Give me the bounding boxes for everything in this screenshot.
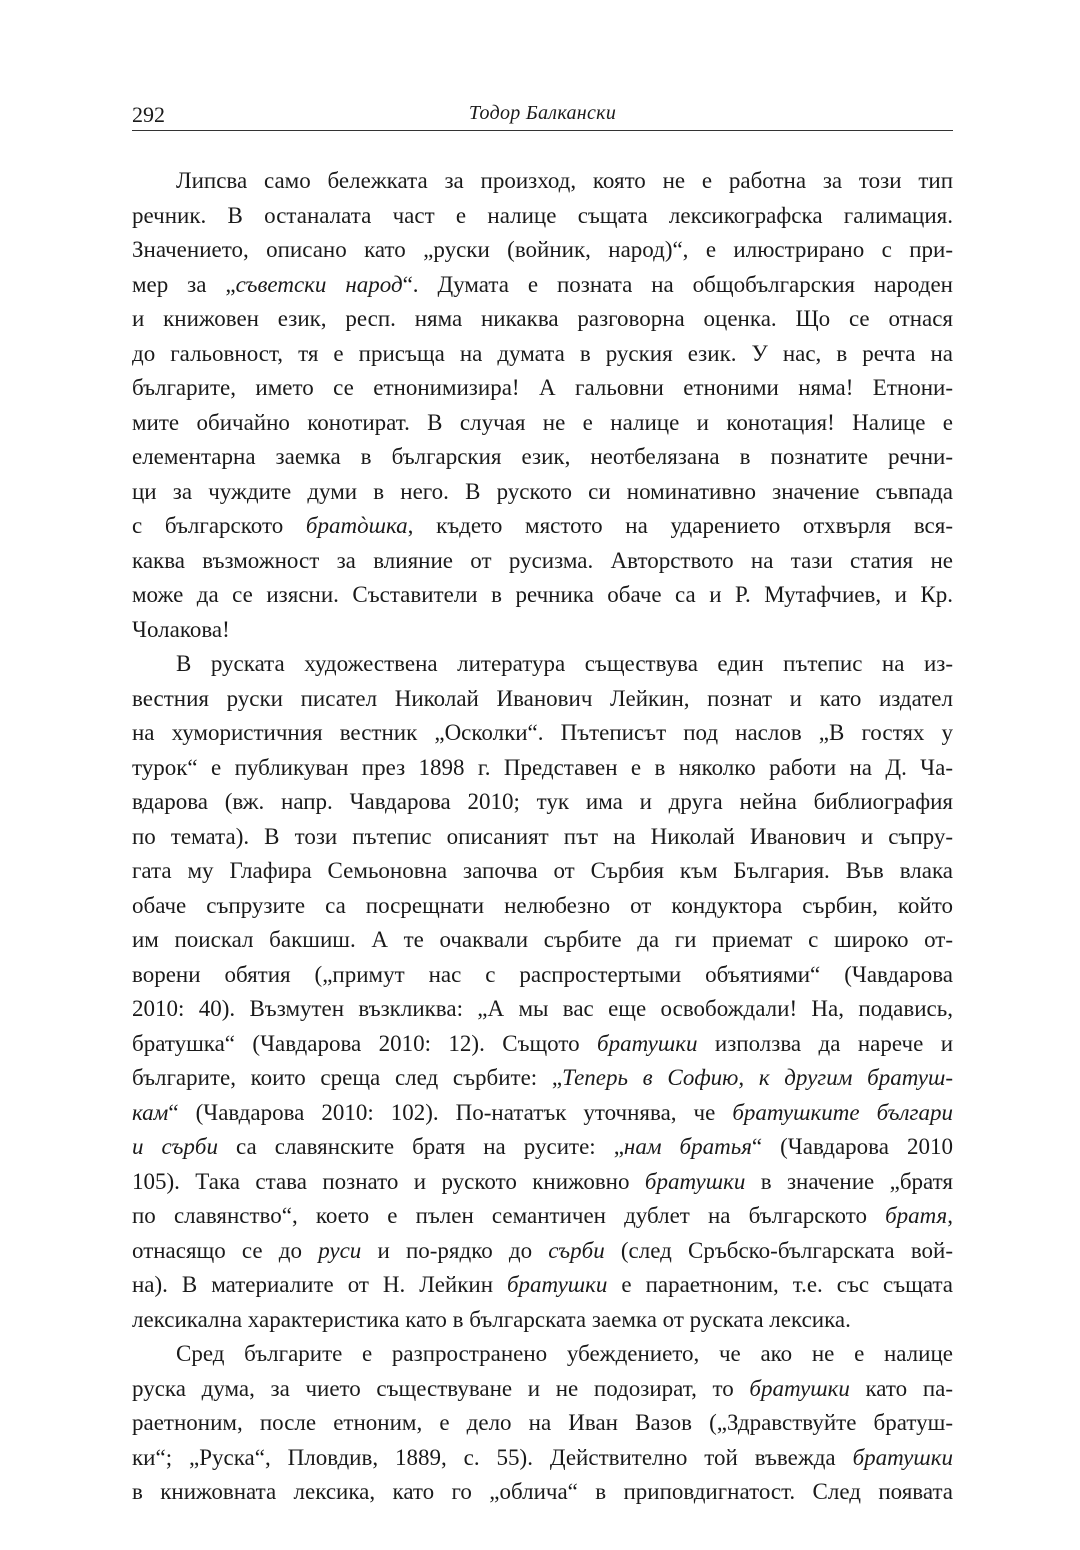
text-run: раетноним, после етноним, е дело на Иван Вазов („Здравствуйте братуш- bbox=[132, 1410, 953, 1435]
text-line bbox=[132, 164, 953, 199]
italic-text: братушки bbox=[852, 1444, 953, 1470]
text-line bbox=[132, 820, 953, 855]
text-line bbox=[132, 233, 953, 268]
italic-text: братòшка bbox=[305, 513, 408, 538]
text-run: мите обичайно конотират. В случая не е налице и конотация! Налице е bbox=[132, 409, 953, 435]
text-run: ки“; „Руска“, Пловдив, 1889, с. 55). Действително той въвежда bbox=[132, 1444, 853, 1470]
italic-text: Теперь в Софию, к другим братуш- bbox=[562, 1065, 953, 1090]
italic-text: братушки bbox=[749, 1375, 850, 1401]
text-run: вестния руски писател Николай Иванович Лейкин, познат и като издател bbox=[132, 685, 953, 711]
text-run: руска дума, за чието съществуване и не подозират, то bbox=[132, 1375, 750, 1401]
italic-text: братушки bbox=[597, 1030, 698, 1056]
text-line bbox=[132, 406, 953, 441]
text-line bbox=[132, 199, 953, 234]
text-run: може да се изясни. Съставители в речника обаче са и Р. Мутафчиев, и Кр. bbox=[132, 582, 953, 607]
italic-text: руси bbox=[318, 1237, 362, 1263]
text-run: “ (Чавдарова 2010: 102). По-нататък уточнява, че bbox=[168, 1099, 733, 1125]
text-run: обаче съпрузите са посрещнати нелюбезно от кондуктора сърбин, който bbox=[132, 892, 953, 918]
text-run: лексикална характеристика като в българската заемка от руската лексика. bbox=[132, 1306, 851, 1332]
text-line bbox=[132, 992, 953, 1027]
text-line bbox=[132, 958, 953, 993]
italic-text: кам bbox=[132, 1099, 169, 1125]
text-line bbox=[132, 337, 953, 372]
text-run: каква възможност за влияние от русизма. Авторството на тази статия не bbox=[132, 547, 953, 573]
text-line bbox=[132, 1303, 953, 1338]
text-run: елементарна заемка в българския език, неотбелязана в познатите речни- bbox=[132, 444, 953, 469]
text-line bbox=[132, 1027, 953, 1062]
text-run: им поискал бакшиш. А те очаквали сърбите да ги приемат с широко от- bbox=[132, 927, 953, 952]
text-line bbox=[132, 1372, 953, 1407]
text-line bbox=[132, 682, 953, 717]
text-line bbox=[132, 509, 953, 544]
italic-text: братушки bbox=[506, 1272, 608, 1297]
text-line bbox=[132, 302, 953, 337]
text-run: речник. В останалата част е налице същата лексикографска галимация. bbox=[132, 202, 953, 228]
text-line bbox=[132, 544, 953, 579]
running-head-author: Тодор Балкански bbox=[468, 102, 617, 124]
text-line bbox=[132, 889, 953, 924]
text-run: отнасящо се до bbox=[132, 1237, 319, 1263]
italic-text: братушки bbox=[644, 1168, 746, 1194]
italic-text: нам братья bbox=[623, 1134, 752, 1159]
text-run: ци за чуждите думи в него. В руското си номинативно значение съвпада bbox=[132, 478, 953, 504]
text-line bbox=[132, 1165, 953, 1200]
text-run: 2010: 40). Възмутен възкликва: „А мы вас еще освобождали! На, подавись, bbox=[132, 996, 953, 1021]
paragraph bbox=[132, 164, 953, 647]
text-line bbox=[132, 371, 953, 406]
text-line bbox=[132, 1199, 953, 1234]
text-line bbox=[132, 1475, 953, 1510]
text-line bbox=[132, 268, 953, 303]
text-run: вдарова (вж. напр. Чавдарова 2010; тук има и друга нейна библиография bbox=[132, 789, 953, 814]
text-line bbox=[132, 1268, 953, 1303]
text-line bbox=[132, 751, 953, 786]
text-line bbox=[132, 716, 953, 751]
italic-text: съветски народ bbox=[235, 271, 403, 297]
running-header bbox=[132, 100, 953, 131]
text-line bbox=[132, 1096, 953, 1131]
text-run: (след Сръбско-българската вой- bbox=[604, 1237, 953, 1263]
text-line bbox=[132, 1061, 953, 1096]
text-line bbox=[132, 613, 953, 648]
italic-text: сърби bbox=[548, 1237, 605, 1263]
text-line bbox=[132, 1337, 953, 1372]
text-line bbox=[132, 1441, 953, 1476]
text-run: “ (Чавдарова 2010 bbox=[751, 1134, 953, 1159]
text-run: в книжовната лексика, като го „облича“ в приповдигнатост. След появата bbox=[132, 1479, 953, 1504]
text-line bbox=[132, 475, 953, 510]
text-line bbox=[132, 1130, 953, 1165]
text-line bbox=[132, 440, 953, 475]
text-run: Сред българите е разпространено убеждението, че ако не е налице bbox=[176, 1341, 953, 1366]
text-run: на). В материалите от Н. Лейкин bbox=[132, 1272, 507, 1297]
text-run: по славянство“, което е пълен семантичен дублет на българското bbox=[132, 1203, 886, 1228]
paragraph bbox=[132, 647, 953, 1337]
text-run: до гальовност, тя е присъща на думата в руския език. У нас, в речта на bbox=[132, 340, 953, 366]
text-run: българите, които среща след сърбите: „ bbox=[132, 1065, 563, 1090]
text-run: 105). Така става познато и руското книжовно bbox=[132, 1168, 645, 1194]
text-run: българите, името се етнонимизира! А гальовни етноними няма! Етнони- bbox=[132, 375, 953, 400]
text-run: Значението, описано като „руски (войник, народ)“, е илюстрирано с при- bbox=[132, 237, 953, 262]
body-text bbox=[132, 164, 953, 1510]
text-run: е параетноним, т.е. със същата bbox=[607, 1272, 953, 1297]
text-run: на хумористичния вестник „Осколки“. Пътеписът под наслов „В гостях у bbox=[132, 720, 953, 745]
text-run: като па- bbox=[849, 1375, 953, 1401]
text-run: Чолакова! bbox=[132, 616, 230, 642]
text-run: гата му Глафира Семьоновна започва от Сърбия към България. Във влака bbox=[132, 858, 953, 883]
text-run: и книжовен език, респ. няма никаква разговорна оценка. Що се отнася bbox=[132, 306, 953, 331]
text-run: братушка“ (Чавдарова 2010: 12). Същото bbox=[132, 1030, 598, 1056]
text-run: турок“ е публикуван през 1898 г. Представен е в няколко работи на Д. Ча- bbox=[132, 754, 953, 780]
text-line bbox=[132, 1406, 953, 1441]
paragraph bbox=[132, 1337, 953, 1510]
text-run: с българското bbox=[132, 513, 306, 538]
text-run: и по-рядко до bbox=[361, 1237, 549, 1263]
text-line bbox=[132, 578, 953, 613]
text-line bbox=[132, 1234, 953, 1269]
italic-text: и сърби bbox=[132, 1134, 218, 1159]
text-run: В руската художествена литература съществува един пътепис на из- bbox=[176, 651, 953, 676]
text-run: , bbox=[947, 1203, 953, 1228]
text-run: използва да нарече и bbox=[697, 1030, 953, 1056]
italic-text: братушките българи bbox=[732, 1099, 953, 1125]
text-run: , където мястото на ударението отхвърля вся- bbox=[407, 513, 953, 538]
text-run: Липсва само бележката за произход, която не е работна за този тип bbox=[176, 168, 953, 193]
text-run: са славянските братя на русите: „ bbox=[217, 1134, 624, 1159]
text-run: ворени обятия („примут нас с распростертыми объятиями“ (Чавдарова bbox=[132, 961, 953, 987]
text-line bbox=[132, 923, 953, 958]
text-run: в значение „братя bbox=[745, 1168, 953, 1194]
italic-text: братя bbox=[885, 1203, 948, 1228]
page-number: 292 bbox=[132, 102, 165, 127]
text-run: “. Думата е позната на общобългарския народен bbox=[402, 271, 953, 297]
text-line bbox=[132, 854, 953, 889]
text-line bbox=[132, 785, 953, 820]
text-run: по темата). В този пътепис описаният път на Николай Иванович и съпру- bbox=[132, 823, 953, 849]
text-run: мер за „ bbox=[132, 271, 236, 297]
text-line bbox=[132, 647, 953, 682]
